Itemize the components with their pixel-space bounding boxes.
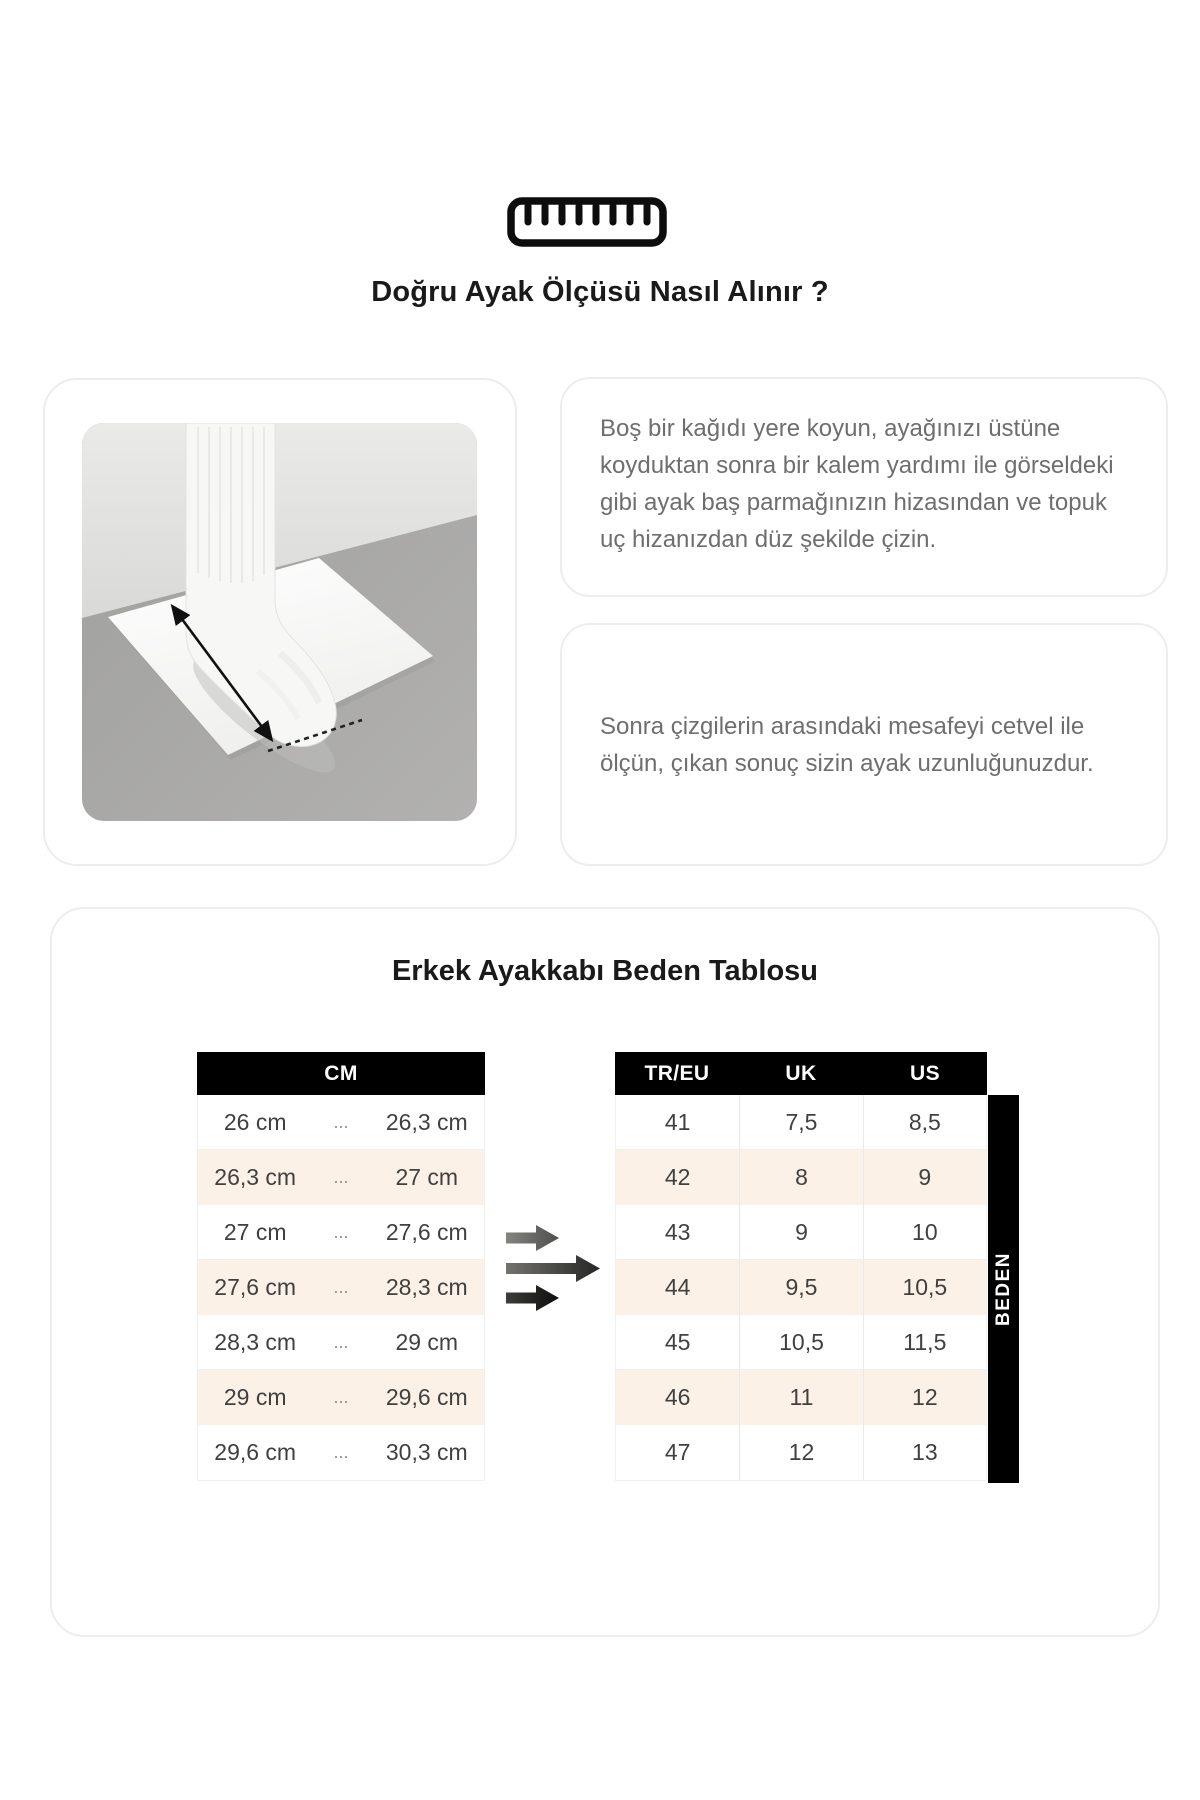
- size-table-header: [615, 1052, 987, 1095]
- cm-table-body: [197, 1095, 485, 1481]
- cm-table-row: [198, 1315, 484, 1370]
- header-uk: UK: [785, 1061, 817, 1085]
- size-tr-eu: 47: [664, 1439, 691, 1465]
- page-title: Doğru Ayak Ölçüsü Nasıl Alınır ?: [371, 276, 829, 308]
- cm-table-row: [198, 1260, 484, 1315]
- size-table-row: [616, 1205, 986, 1260]
- cm-table-row: [198, 1205, 484, 1260]
- instruction-step-2: [560, 623, 1168, 866]
- size-uk: 7,5: [739, 1095, 862, 1149]
- size-uk: 8: [739, 1150, 862, 1205]
- size-table-row: [616, 1370, 986, 1425]
- instruction-step-1-text: Boş bir kağıdı yere koyun, ayağınızı üstüne koyduktan sonra bir kalem yardımı ile görseldeki gibi ayak baş parmağınızın hizasından ve topuk uç hizanızdan düz şekilde çizin.: [600, 415, 1114, 553]
- instruction-step-1: [560, 377, 1168, 597]
- cm-dots: ...: [333, 1387, 349, 1407]
- cm-table: [197, 1052, 485, 1481]
- cm-max: 29 cm: [395, 1328, 459, 1355]
- size-table-body: [615, 1095, 987, 1481]
- size-tr-eu: 46: [664, 1384, 691, 1410]
- size-table-row: [616, 1260, 986, 1315]
- size-tr-eu: 45: [664, 1328, 691, 1355]
- size-table-row: [616, 1150, 986, 1205]
- cm-dots: ...: [333, 1221, 349, 1242]
- cm-header-label: CM: [324, 1061, 358, 1085]
- cm-min: 29 cm: [223, 1384, 287, 1410]
- size-table-row: [616, 1315, 986, 1370]
- size-chart-title: Erkek Ayakkabı Beden Tablosu: [391, 955, 819, 987]
- size-uk: 9: [739, 1205, 862, 1259]
- size-us: 8,5: [863, 1095, 986, 1149]
- cm-min: 26 cm: [223, 1108, 287, 1135]
- cm-dots: ...: [333, 1442, 349, 1462]
- size-tr-eu: 42: [664, 1164, 691, 1190]
- header-us: US: [910, 1061, 940, 1085]
- cm-dots: ...: [333, 1167, 349, 1187]
- size-chart-card: [50, 907, 1160, 1637]
- cm-table-header: [197, 1052, 485, 1095]
- size-us: 12: [863, 1370, 986, 1425]
- size-us: 11,5: [863, 1315, 986, 1369]
- cm-min: 26,3 cm: [214, 1164, 297, 1190]
- cm-min: 28,3 cm: [214, 1328, 297, 1355]
- size-us: 10,5: [863, 1260, 986, 1315]
- size-us: 9: [863, 1150, 986, 1205]
- cm-dots: ...: [333, 1277, 349, 1297]
- cm-table-row: [198, 1370, 484, 1425]
- foot-measurement-photo-card: [43, 378, 517, 866]
- beden-vertical-bar: [988, 1095, 1019, 1483]
- cm-min: 27 cm: [223, 1218, 287, 1245]
- size-table-row: [616, 1425, 986, 1480]
- size-uk: 10,5: [739, 1315, 862, 1369]
- cm-max: 27,6 cm: [385, 1218, 468, 1245]
- size-us: 10: [863, 1205, 986, 1259]
- cm-dots: ...: [333, 1331, 349, 1352]
- size-uk: 12: [739, 1425, 862, 1480]
- cm-max: 27 cm: [395, 1164, 459, 1190]
- size-uk: 9,5: [739, 1260, 862, 1315]
- header-tr-eu: TR/EU: [644, 1061, 710, 1085]
- size-tr-eu: 43: [664, 1218, 691, 1245]
- foot-measurement-photo: [82, 423, 477, 821]
- cm-table-row: [198, 1150, 484, 1205]
- beden-label: BEDEN: [992, 1251, 1014, 1327]
- cm-dots: ...: [333, 1111, 349, 1132]
- size-us: 13: [863, 1425, 986, 1480]
- size-table-row: [616, 1095, 986, 1150]
- size-tr-eu: 41: [664, 1108, 691, 1135]
- cm-table-row: [198, 1425, 484, 1480]
- instruction-step-2-text: Sonra çizgilerin arasındaki mesafeyi cetvel ile ölçün, çıkan sonuç sizin ayak uzunluğunuzdur.: [600, 712, 1094, 777]
- cm-max: 28,3 cm: [385, 1274, 468, 1300]
- size-conversion-table: [615, 1052, 987, 1481]
- cm-max: 29,6 cm: [385, 1384, 468, 1410]
- size-uk: 11: [739, 1370, 862, 1425]
- ruler-icon: [507, 196, 667, 248]
- cm-min: 27,6 cm: [214, 1274, 297, 1300]
- cm-min: 29,6 cm: [214, 1439, 297, 1465]
- cm-max: 30,3 cm: [385, 1439, 468, 1465]
- cm-table-row: [198, 1095, 484, 1150]
- size-tr-eu: 44: [664, 1274, 691, 1300]
- cm-max: 26,3 cm: [385, 1108, 468, 1135]
